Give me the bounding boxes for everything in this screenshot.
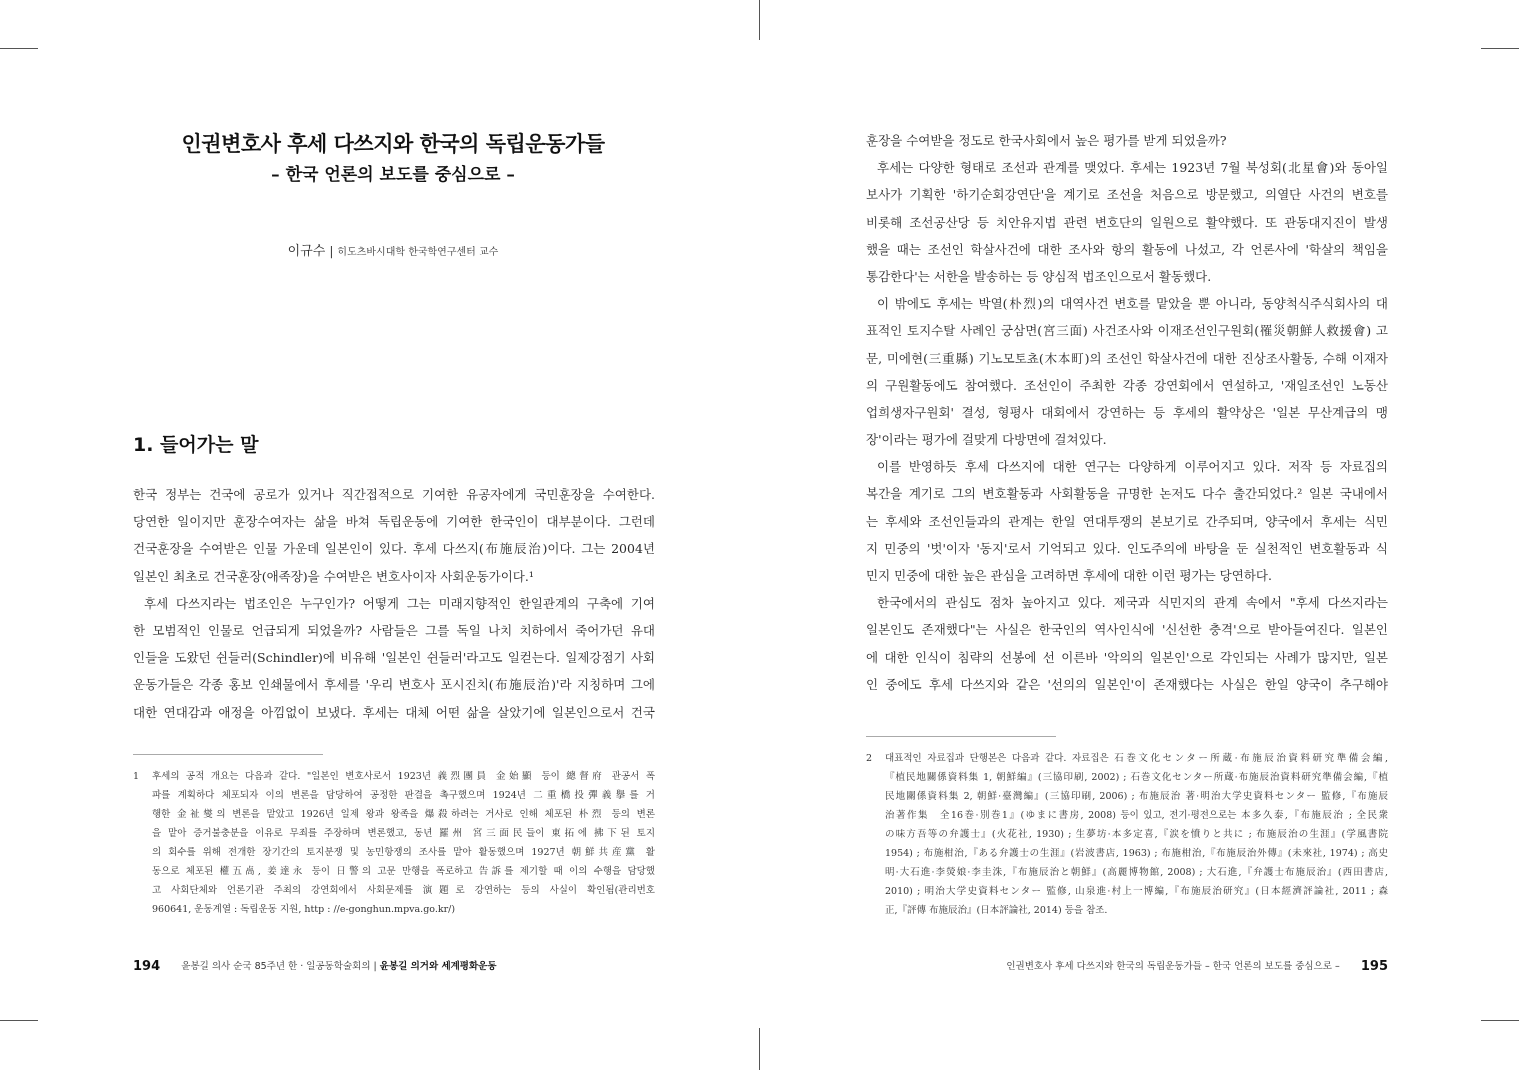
body-line: 에 대한 인식이 침략의 선봉에 선 이른바 '악의의 일본인'으로 각인되는 사례가 많지만, 일본: [866, 649, 1388, 665]
body-line: 대한 연대감과 애정을 아낌없이 보냈다. 후세는 대체 어떤 삶을 살았기에 일본인으로서 건국: [133, 704, 655, 720]
footnote-line: 을 맡아 증거불충분을 이유로 무죄를 주장하며 변론했고, 동년 羅州 宮三面民들이 東拓에 拂下된 토지: [152, 828, 655, 839]
article-subtitle: – 한국 언론의 보도를 중심으로 –: [271, 165, 515, 185]
footnote-line: 『植民地關係資料集 1, 朝鮮編』(三協印刷, 2002) ; 石巻文化センター所蔵·布施辰治資料研究準備会編,『植: [885, 772, 1388, 783]
footnote-line: 파를 계획하다 체포되자 이의 변론을 담당하여 공정한 판결을 촉구했으며 1924년 二重橋投彈義擧를 거: [152, 790, 655, 801]
body-line: 훈장을 수여받을 정도로 한국사회에서 높은 평가를 받게 되었을까?: [866, 133, 1227, 148]
author-name: 이규수: [287, 244, 326, 259]
body-line: 일본인도 존재했다"는 사실은 한국인의 역사인식에 '신선한 충격'으로 받아들여진다. 일본인: [866, 622, 1388, 638]
body-line: 한국에서의 관심도 점차 높아지고 있다. 제국과 식민지의 관계 속에서 "후세 다쓰지라는: [877, 595, 1388, 611]
left-body-text: [133, 481, 655, 726]
author-separator: |: [329, 244, 334, 258]
body-line: 보사가 기획한 '하기순회강연단'을 계기로 조선을 처음으로 방문했고, 의열단 사건의 변호를: [866, 187, 1388, 203]
footnote-line: 동으로 체포된 權五卨, 姜達永 등이 日警의 고문 만행을 폭로하고 告訴를 제기할 때 이의 수행을 담당했: [152, 866, 655, 877]
author-affiliation: 히도츠바시대학 한국학연구센터 교수: [337, 247, 499, 258]
body-line: 건국훈장을 수여받은 인물 가운데 일본인이 있다. 후세 다쓰지(布施辰治)이다. 그는 2004년: [133, 541, 655, 557]
footnote-rule: [866, 736, 1056, 737]
body-line: 지 민중의 '벗'이자 '동지'로서 기억되고 있다. 인도주의에 바탕을 둔 실천적인 변호활동과 식: [866, 540, 1388, 556]
book-title: 윤봉길 의사 순국 85주년 한 · 일공동학술회의 |: [181, 961, 377, 972]
body-line: 업희생자구원회' 결성, 형평사 대회에서 강연하는 등 후세의 활약상은 '일본 무산계급의 맹: [866, 404, 1388, 420]
footnote-line: 正,『評傳 布施辰治』(日本評論社, 2014) 등을 참조.: [885, 905, 1108, 916]
running-footer-left: [133, 958, 497, 974]
running-title: 인권변호사 후세 다쓰지와 한국의 독립운동가들 – 한국 언론의 보도를 중심으로 –: [1006, 961, 1340, 972]
footnote-line: 治著作集 全16巻·別巻1』(ゆまに書房, 2008) 등이 있고, 전기·평전으로는 本多久泰,『布施辰治 ; 全民衆: [885, 810, 1388, 821]
right-body-text: [866, 127, 1388, 698]
body-line: 당연한 일이지만 훈장수여자는 삶을 바쳐 독립운동에 기여한 한국인이 대부분이다. 그런데: [133, 514, 655, 530]
footnote-line: 행한 金祉燮의 변론을 맡았고 1926년 일제 왕과 왕족을 爆殺하려는 거사로 인해 체포된 朴烈 등의 변론: [152, 809, 655, 820]
footnote-line: 고 사회단체와 언론기관 주최의 강연회에서 사회문제를 演題로 강연하는 등의 사실이 확인됨(관리번호: [152, 885, 655, 896]
body-line: 의 구원활동에도 참여했다. 조선인이 주최한 각종 강연회에서 연설하고, '재일조선인 노동산: [866, 377, 1388, 393]
body-line: 한 모범적인 인물로 언급되게 되었을까? 사람들은 그를 독일 나치 치하에서 죽어가던 유대: [133, 622, 655, 638]
footnote-number: 2: [866, 753, 873, 764]
footnote-number: 1: [133, 771, 140, 782]
footnote-line: 대표적인 자료집과 단행본은 다음과 같다. 자료집은 石巻文化センター所蔵·布施辰治資料研究準備会編,: [885, 753, 1388, 764]
body-line: 일본인 최초로 건국훈장(애족장)을 수여받은 변호사이자 사회운동가이다.¹: [133, 568, 534, 584]
footnote-line: の味方吾等の弁護士』(火花社, 1930) ; 生夢坊·本多定喜,『涙を憤りと共に ; 布施辰治の生涯』(学風書院: [885, 829, 1388, 840]
footnote-line: 후세의 공적 개요는 다음과 같다. "일본인 변호사로서 1923년 義烈團員 金始顯 등이 總督府 관공서 폭: [152, 771, 655, 782]
article-title: 인권변호사 후세 다쓰지와 한국의 독립운동가들: [181, 131, 605, 156]
page-number: 195: [1360, 959, 1388, 974]
footnote-line: 의 회수를 위해 전개한 장기간의 토지분쟁 및 농민항쟁의 조사를 맡아 활동했으며 1927년 朝鮮共産黨 활: [152, 847, 655, 858]
body-line: 장'이라는 평가에 걸맞게 다방면에 걸쳐있다.: [866, 432, 1107, 448]
footnote-2: [866, 749, 1388, 919]
body-line: 운동가들은 각종 홍보 인쇄물에서 후세를 '우리 변호사 포시진치(布施辰治)'라 지칭하며 그에: [133, 677, 655, 693]
book-subtitle: 윤봉길 의거와 세계평화운동: [379, 961, 497, 972]
footnote-line: 民地關係資料集 2, 朝鮮·臺灣編』(三協印刷, 2006) ; 布施辰治 著·明治大学史資料センター 監修,『布施辰: [885, 791, 1388, 802]
body-line: 문, 미에현(三重縣) 기노모토쵸(木本町)의 조선인 학살사건에 대한 진상조사활동, 수해 이재자: [866, 350, 1388, 366]
body-line: 통감한다'는 서한을 발송하는 등 양심적 법조인으로서 활동했다.: [866, 268, 1212, 284]
body-line: 표적인 토지수탈 사례인 궁삼면(宮三面) 사건조사와 이재조선인구원회(罹災朝鮮人救援會) 고: [866, 323, 1388, 339]
running-footer-right: [1006, 958, 1388, 974]
footnote-line: 960641, 운동계열 : 독립운동 지원, http : //e-gonghun.mpva.go.kr/): [152, 904, 456, 915]
body-line: 이를 반영하듯 후세 다쓰지에 대한 연구는 다양하게 이루어지고 있다. 저작 등 자료집의: [877, 459, 1388, 475]
body-line: 인 중에도 후세 다쓰지와 같은 '선의의 일본인'이 존재했다는 사실은 한일 양국이 추구해야: [866, 676, 1388, 692]
right-page: [760, 0, 1519, 1070]
body-line: 후세 다쓰지라는 법조인은 누구인가? 어떻게 그는 미래지향적인 한일관계의 구축에 기여: [144, 595, 655, 611]
footnote-1: [133, 767, 655, 917]
body-line: 비롯해 조선공산당 등 치안유지법 관련 변호단의 일원으로 활약했다. 또 관동대지진이 발생: [866, 214, 1388, 230]
footnote-line: 明·大石進·李熒娘·李圭洙,『布施辰治と朝鮮』(高麗博物館, 2008) ; 大石進,『弁護士布施辰治』(西田書店,: [885, 867, 1388, 878]
body-line: 민지 민중에 대한 높은 관심을 고려하면 후세에 대한 이런 평가는 당연하다.: [866, 568, 1272, 583]
body-line: 후세는 다양한 형태로 조선과 관계를 맺었다. 후세는 1923년 7월 북성회(北星會)와 동아일: [877, 160, 1388, 176]
author-line: [133, 240, 653, 259]
body-line: 는 후세와 조선인들과의 관계는 한일 연대투쟁의 본보기로 간주되며, 양국에서 후세는 식민: [866, 513, 1388, 529]
body-line: 복간을 계기로 그의 변호활동과 사회활동을 규명한 논저도 다수 출간되었다.² 일본 국내에서: [866, 486, 1388, 502]
body-line: 했을 때는 조선인 학살사건에 대한 조사와 항의 활동에 나섰고, 각 언론사에 '학살의 책임을: [866, 241, 1388, 257]
body-line: 한국 정부는 건국에 공로가 있거나 직간접적으로 기여한 유공자에게 국민훈장을 수여한다.: [133, 487, 655, 502]
footnote-rule: [133, 754, 323, 755]
page-number: 194: [133, 959, 161, 974]
footnote-line: 2010) ; 明治大学史資料センター 監修, 山泉進·村上一博編,『布施辰治研究』(日本經濟評論社, 2011 ; 森: [885, 886, 1388, 897]
section-heading: 1. 들어가는 말: [133, 434, 259, 456]
footnote-line: 1954) ; 布施柑治,『ある弁護士の生涯』(岩波書店, 1963) ; 布施柑治,『布施辰治外傳』(未來社, 1974) ; 高史: [885, 848, 1388, 859]
body-line: 인들을 도왔던 쉰들러(Schindler)에 비유해 '일본인 쉰들러'라고도 일컫는다. 일제강점기 사회: [133, 650, 655, 666]
body-line: 이 밖에도 후세는 박열(朴烈)의 대역사건 변호를 맡았을 뿐 아니라, 동양척식주식회사의 대: [877, 296, 1388, 312]
